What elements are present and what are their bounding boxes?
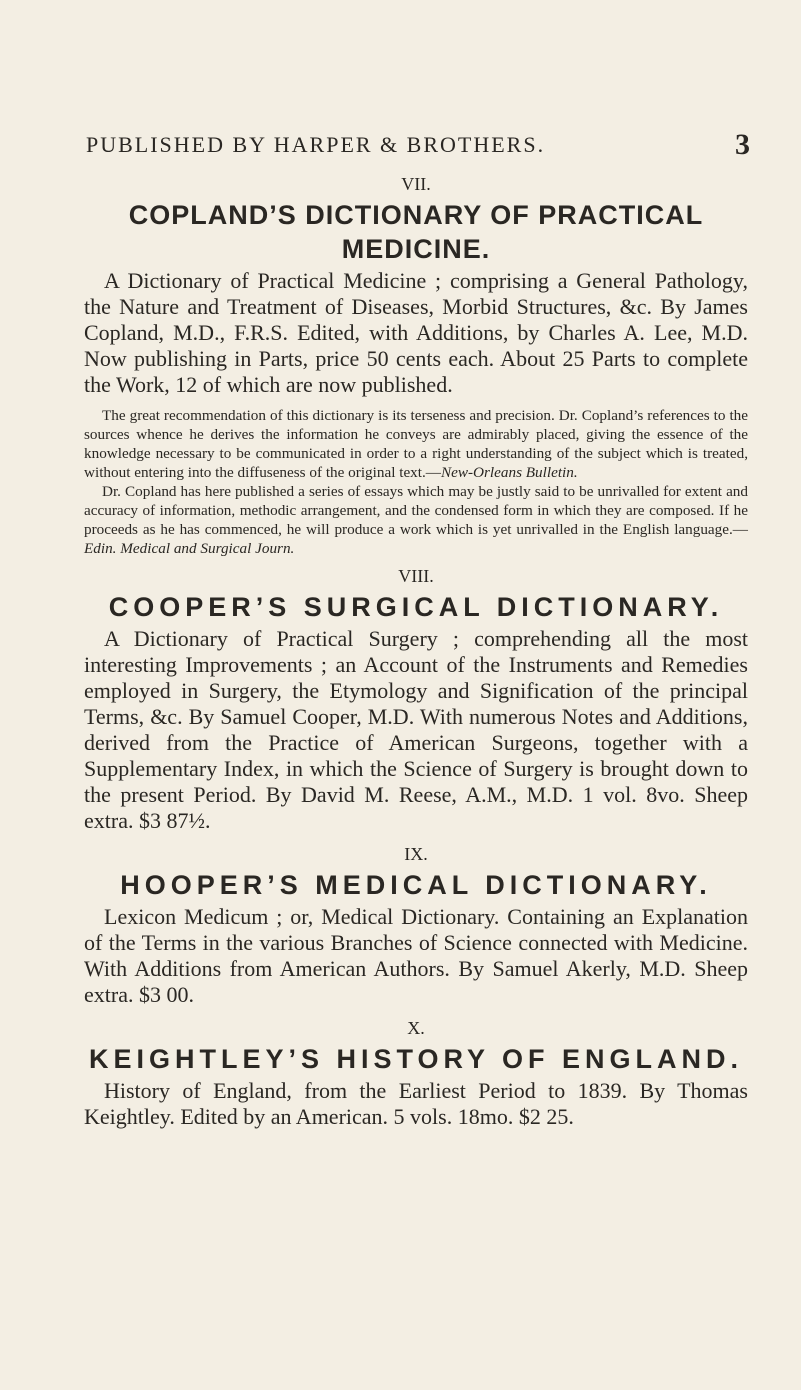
entry-description: A Dictionary of Practical Surgery ; comprehending all the most interesting Improvements ; an Account of the Instruments and Remedies employed in Surgery, the Etymology and Signification of the principal Terms, &c. By Samuel Cooper, M.D. With numerous Notes and Additions, derived from the Practice of American Surgeons, together with a Supplementary Index, in which the Science of Surgery is brought down to the present Period. By David M. Reese, A.M., M.D. 1 vol. 8vo. Sheep extra. $3 87½. <box>84 626 748 833</box>
entry-copland <box>84 172 748 564</box>
review-source: New-Orleans Bulletin. <box>440 464 578 481</box>
entry-title: HOOPER’S MEDICAL DICTIONARY. <box>120 870 712 900</box>
entry-title: KEIGHTLEY’S HISTORY OF ENGLAND. <box>88 1044 744 1074</box>
entry-title: COPLAND’S DICTIONARY OF PRACTICAL MEDICINE. <box>128 200 704 264</box>
entry-description: History of England, from the Earliest Period to 1839. By Thomas Keightley. Edited by an American. 5 vols. 18mo. $2 25. <box>84 1078 748 1129</box>
entry-hooper <box>84 842 748 1008</box>
review-text: Dr. Copland has here published a series of essays which may be justly said to be unrivalled for extent and accuracy of information, methodic arrangement, and the condensed form in which they are composed. If he proceeds as he has commenced, he will produce a work which is yet unrivalled in the English language.— <box>84 483 748 538</box>
entry-number: IX. <box>404 844 428 864</box>
entry-title: COOPER’S SURGICAL DICTIONARY. <box>108 592 724 622</box>
entry-description: Lexicon Medicum ; or, Medical Dictionary. Containing an Explanation of the Terms in the various Branches of Science connected with Medicine. With Additions from American Authors. By Samuel Akerly, M.D. Sheep extra. $3 00. <box>84 904 748 1007</box>
entry-description: A Dictionary of Practical Medicine ; comprising a General Pathology, the Nature and Treatment of Diseases, Morbid Structures, &c. By James Copland, M.D., F.R.S. Edited, with Additions, by Charles A. Lee, M.D. Now publishing in Parts, price 50 cents each. About 25 Parts to complete the Work, 12 of which are now published. <box>84 268 748 397</box>
running-head <box>86 128 750 161</box>
review-text: The great recommendation of this dictionary is its terseness and precision. Dr. Copland’s references to the sources whence he derives the information he conveys are admirably placed, giving the essence of the knowledge necessary to be communicated in order to a right understanding of the subject which is treated, without entering into the diffuseness of the original text.— <box>84 407 748 481</box>
entry-cooper <box>84 564 748 834</box>
text-column <box>84 172 748 1138</box>
review-source: Edin. Medical and Surgical Journ. <box>84 540 295 557</box>
review-quote <box>84 406 748 482</box>
entry-keightley <box>84 1016 748 1130</box>
entry-number: VIII. <box>398 566 434 586</box>
entry-number: X. <box>407 1018 425 1038</box>
page-number: 3 <box>735 128 750 161</box>
running-title: PUBLISHED BY HARPER & BROTHERS. <box>86 132 546 157</box>
entry-number: VII. <box>401 174 431 194</box>
review-quote <box>84 482 748 558</box>
